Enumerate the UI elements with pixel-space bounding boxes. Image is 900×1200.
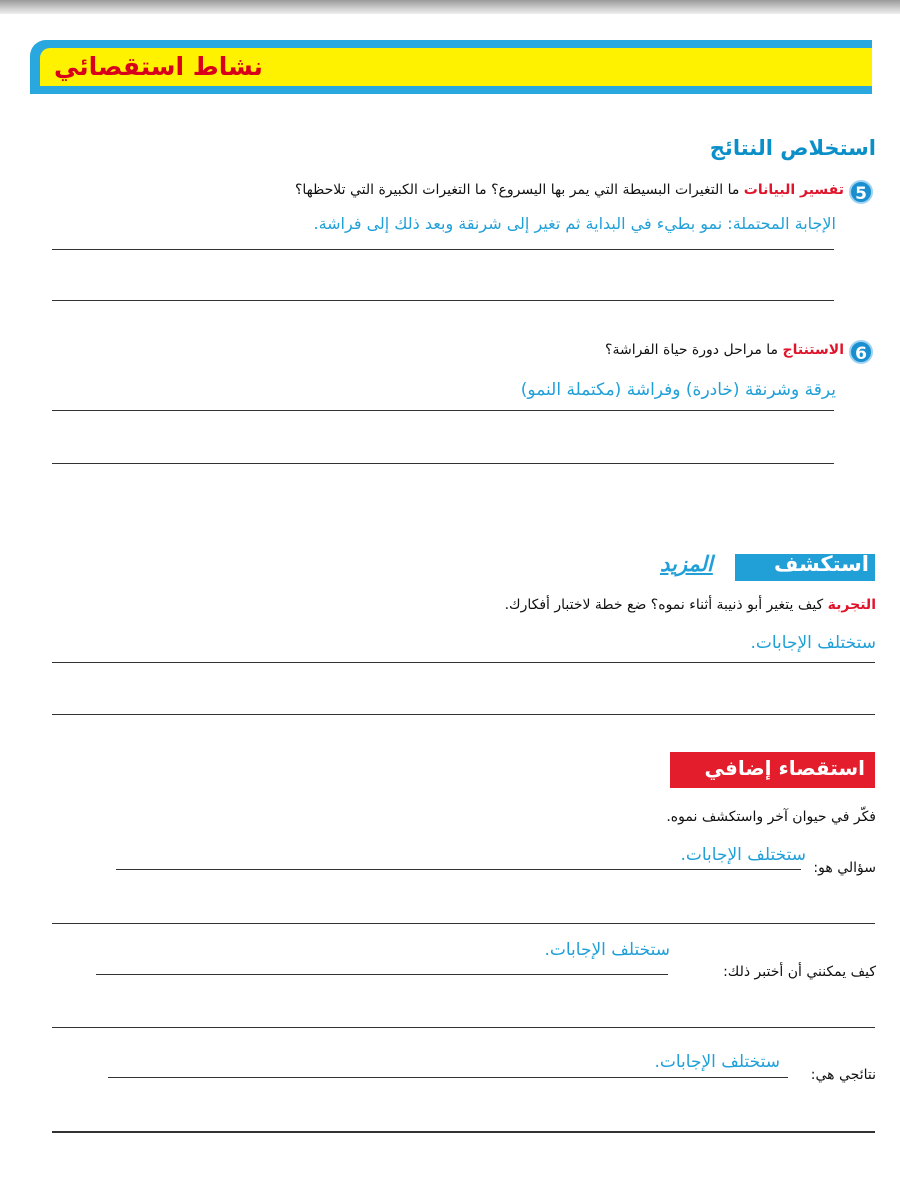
extra-inquiry-heading [670,752,875,788]
question-5-answer: الإجابة المحتملة: نمو بطيء في البداية ثم تغير إلى شرنقة وبعد ذلك إلى فراشة. [313,214,836,233]
question-5 [295,182,844,198]
explore-more-text: كيف يتغير أبو ذنيبة أثناء نموه؟ ضع خطة لاختبار أفكارك. [504,597,824,613]
answer-line [52,714,875,715]
question-6-number: 6 [849,340,873,364]
extra-inquiry-intro: فكّر في حيوان آخر واستكشف نموه. [666,809,876,825]
answer-line [52,300,834,301]
my-question-label: سؤالي هو: [813,860,876,876]
answer-line [52,463,834,464]
question-6-label: الاستنتاج [782,342,844,358]
extra-inquiry-title: استقصاء إضافي [704,756,865,780]
question-6 [605,342,844,358]
my-results-answer: ستختلف الإجابات. [654,1052,780,1072]
answer-line [96,974,668,975]
explore-more-question [505,597,876,613]
explore-more-answer: ستختلف الإجابات. [750,633,876,653]
answer-line [52,662,875,663]
how-test-answer: ستختلف الإجابات. [544,940,670,960]
question-6-answer: يرقة وشرنقة (خادرة) وفراشة (مكتملة النمو) [520,380,836,400]
question-5-number: 5 [849,180,873,204]
top-border [0,0,900,14]
page-title: نشاط استقصائي [54,52,263,81]
answer-line [108,1077,788,1078]
question-5-label: تفسير البيانات [743,182,844,198]
explore-more-title-part1: استكشف [773,552,869,576]
question-6-text: ما مراحل دورة حياة الفراشة؟ [605,342,779,358]
section-heading-conclusions: استخلاص النتائج [709,136,876,160]
my-results-label: نتائجي هي: [810,1067,876,1083]
answer-line [116,869,801,870]
answer-line [52,1131,875,1133]
my-question-answer: ستختلف الإجابات. [680,845,806,865]
explore-more-heading [660,550,875,583]
answer-line [52,923,875,924]
how-test-label: كيف يمكنني أن أختبر ذلك: [723,964,876,980]
explore-more-title-part2: المزيد [660,552,713,576]
explore-more-label: التجربة [827,597,876,613]
answer-line [52,410,834,411]
activity-banner [30,40,872,94]
answer-line [52,249,834,250]
question-5-text: ما التغيرات البسيطة التي يمر بها اليسروع؟ ما التغيرات الكبيرة التي تلاحظها؟ [294,182,740,198]
answer-line [52,1027,875,1028]
